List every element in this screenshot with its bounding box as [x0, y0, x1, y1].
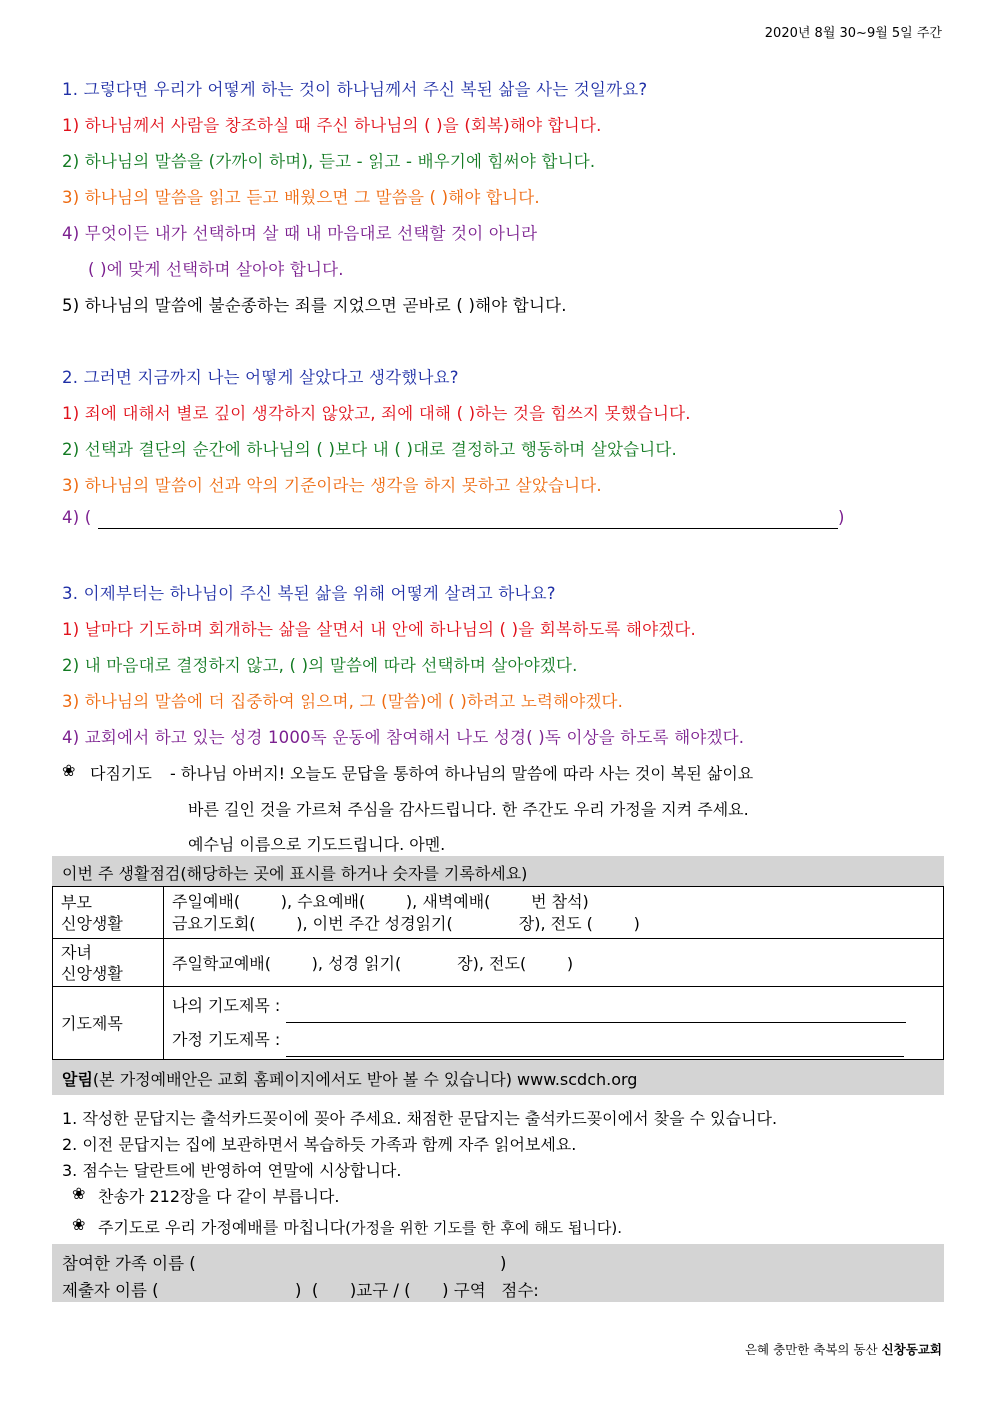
- section3-question: 3. 이제부터는 하나님이 주신 복된 삶을 위해 어떻게 살려고 하나요?: [62, 584, 556, 603]
- section3-item3: 3) 하나님의 말씀에 더 집중하여 읽으며, 그 (말씀)에 ( )하려고 노력해야겠다.: [62, 692, 624, 711]
- pledge-line2: 바른 길인 것을 가르쳐 주심을 감사드립니다. 한 주간도 우리 가정을 지켜 주세요.: [188, 800, 749, 819]
- section1-item4a: 4) 무엇이든 내가 선택하며 살 때 내 마음대로 선택할 것이 아니라: [62, 224, 538, 243]
- section1-item5: 5) 하나님의 말씀에 불순종하는 죄를 지었으면 곧바로 ( )해야 합니다.: [62, 296, 567, 315]
- closing-note: (가정을 위한 기도를 한 후에 해도 됩니다).: [345, 1219, 623, 1237]
- footer: [745, 1340, 942, 1358]
- section1-item3: 3) 하나님의 말씀을 읽고 듣고 배웠으면 그 말씀을 ( )해야 합니다.: [62, 188, 540, 207]
- pledge-line3: 예수님 이름으로 기도드립니다. 아멘.: [188, 835, 446, 854]
- prayer-label: 기도제목: [61, 1013, 123, 1033]
- notice-item3: 3. 점수는 달란트에 반영하여 연말에 시상합니다.: [62, 1161, 402, 1180]
- table-row: [53, 939, 944, 987]
- checklist-title: 이번 주 생활점검: [62, 864, 181, 883]
- child-category-cell: [53, 939, 164, 987]
- closing-main: 주기도로 우리 가정예배를 마칩니다: [98, 1218, 346, 1237]
- parent-line1: 주일예배( ), 수요예배( ), 새벽예배( 번 참석): [172, 891, 589, 911]
- section2-item1: 1) 죄에 대해서 별로 깊이 생각하지 않았고, 죄에 대해 ( )하는 것을 힘쓰지 못했습니다.: [62, 404, 691, 423]
- child-fields-cell[interactable]: [164, 939, 944, 987]
- prayer-category-cell: [53, 987, 164, 1060]
- section3-item1: 1) 날마다 기도하며 회개하는 삶을 살면서 내 안에 하나님의 ( )을 회복하도록 해야겠다.: [62, 620, 696, 639]
- child-label-2: 신앙생활: [61, 963, 123, 983]
- section1-item2: 2) 하나님의 말씀을 (가까이 하며), 듣고 - 읽고 - 배우기에 힘써야 합니다.: [62, 152, 596, 171]
- section2-question: 2. 그러면 지금까지 나는 어떻게 살았다고 생각했나요?: [62, 368, 459, 387]
- parent-line2: 금요기도회( ), 이번 주간 성경읽기( 장), 전도 ( ): [172, 913, 640, 933]
- table-row: [53, 887, 944, 939]
- checklist-header: [52, 856, 944, 887]
- pledge-line1: - 하나님 아버지! 오늘도 문답을 통하여 하나님의 말씀에 따라 사는 것이 복된 삶이요: [170, 764, 754, 783]
- submitter-field[interactable]: 제출자 이름 ( ) ( )교구 / ( ) 구역 점수:: [62, 1281, 539, 1300]
- parent-label-1: 부모: [61, 892, 92, 912]
- prayer-fields-cell[interactable]: [164, 987, 944, 1060]
- my-prayer-label: 나의 기도제목 :: [172, 996, 281, 1015]
- parent-label-2: 신앙생활: [61, 913, 123, 933]
- checklist-table: [52, 886, 944, 1060]
- family-prayer-label: 가정 기도제목 :: [172, 1030, 281, 1049]
- section2-item4-close: ): [838, 508, 845, 527]
- section1-item4b: ( )에 맞게 선택하며 살아야 합니다.: [88, 260, 344, 279]
- notice-text: (본 가정예배안은 교회 홈페이지에서도 받아 볼 수 있습니다) www.scdch.org: [92, 1070, 638, 1089]
- table-row: [53, 987, 944, 1060]
- checklist-instructions: (해당하는 곳에 표시를 하거나 숫자를 기록하세요): [180, 864, 528, 883]
- child-label-1: 자녀: [61, 942, 92, 962]
- section2-item2: 2) 선택과 결단의 순간에 하나님의 ( )보다 내 ( )대로 결정하고 행동하며 살았습니다.: [62, 440, 677, 459]
- submission-box: [52, 1244, 944, 1302]
- section2-item4-open: 4) (: [62, 508, 92, 527]
- section2-item4-answer-line[interactable]: [98, 528, 838, 529]
- notice-item1: 1. 작성한 문답지는 출석카드꽂이에 꽂아 주세요. 채점한 문답지는 출석카드꽂이에서 찾을 수 있습니다.: [62, 1109, 778, 1128]
- notice-title: 알림: [62, 1070, 93, 1089]
- closing-instruction: [98, 1215, 622, 1238]
- family-prayer-line[interactable]: [286, 1042, 904, 1057]
- section1-question: 1. 그렇다면 우리가 어떻게 하는 것이 하나님께서 주신 복된 삶을 사는 것일까요?: [62, 80, 648, 99]
- parent-category-cell: [53, 887, 164, 939]
- family-names-field[interactable]: 참여한 가족 이름 ( ): [62, 1254, 507, 1273]
- section3-item4: 4) 교회에서 하고 있는 성경 1000독 운동에 참여해서 나도 성경( )독 이상을 하도록 해야겠다.: [62, 728, 745, 747]
- parent-fields-cell[interactable]: [164, 887, 944, 939]
- pledge-bullet-icon: ❀: [62, 761, 76, 780]
- section1-item1: 1) 하나님께서 사람을 창조하실 때 주신 하나님의 ( )을 (회복)해야 합니다.: [62, 116, 602, 135]
- hymn-instruction: 찬송가 212장을 다 같이 부릅니다.: [98, 1187, 340, 1206]
- child-line: 주일학교예배( ), 성경 읽기( 장), 전도( ): [172, 954, 574, 973]
- flower-icon: ❀: [72, 1184, 86, 1203]
- my-prayer-line[interactable]: [286, 1008, 906, 1023]
- church-name: 신창동교회: [881, 1342, 942, 1357]
- section2-item3: 3) 하나님의 말씀이 선과 악의 기준이라는 생각을 하지 못하고 살았습니다.: [62, 476, 602, 495]
- pledge-label: 다짐기도: [90, 764, 152, 783]
- notice-header: [52, 1060, 944, 1095]
- notice-item2: 2. 이전 문답지는 집에 보관하면서 복습하듯 가족과 함께 자주 읽어보세요.: [62, 1135, 577, 1154]
- footer-motto: 은혜 충만한 축복의 동산: [744, 1342, 878, 1357]
- section3-item2: 2) 내 마음대로 결정하지 않고, ( )의 말씀에 따라 선택하며 살아야겠다.: [62, 656, 578, 675]
- worship-date: 2020년 8월 30~9월 5일 주간: [764, 26, 942, 41]
- flower-icon: ❀: [72, 1215, 86, 1234]
